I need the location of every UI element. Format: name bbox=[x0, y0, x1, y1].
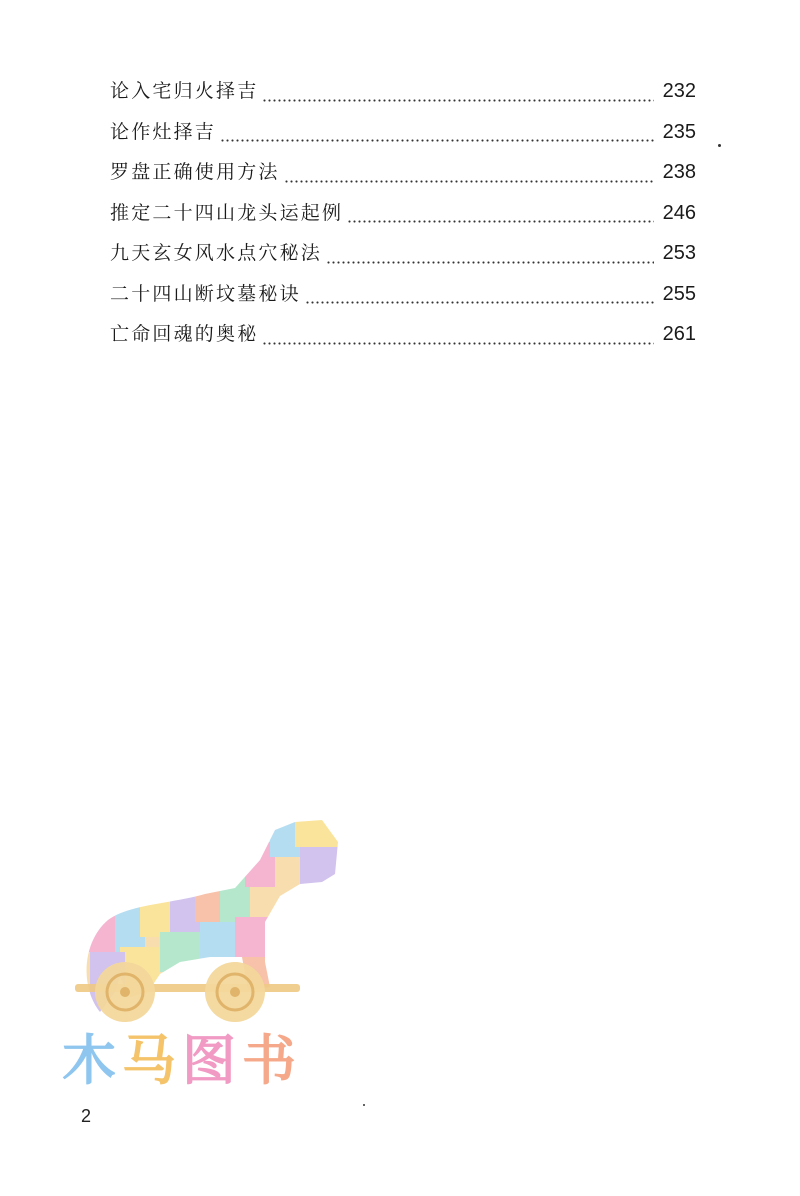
toc-entry[interactable] bbox=[110, 117, 696, 158]
dot-leader bbox=[220, 139, 654, 142]
toc-entry-title: 二十四山断坟墓秘诀 bbox=[110, 282, 301, 305]
toc-entry[interactable] bbox=[110, 319, 696, 360]
publisher-logo-text bbox=[62, 1018, 352, 1095]
table-of-contents bbox=[110, 76, 696, 360]
page-number: 2 bbox=[81, 1106, 92, 1126]
toc-entry-page: 232 bbox=[662, 80, 696, 102]
logo-char: 图 bbox=[182, 1029, 242, 1092]
logo-char: 书 bbox=[242, 1029, 302, 1092]
toc-entry-title: 亡命回魂的奥秘 bbox=[110, 323, 259, 345]
toc-entry-page: 255 bbox=[662, 282, 696, 305]
toc-entry[interactable] bbox=[110, 238, 696, 279]
dot-leader bbox=[326, 261, 654, 264]
toc-entry-page: 238 bbox=[662, 161, 696, 183]
print-speck bbox=[718, 144, 721, 147]
dot-leader bbox=[347, 220, 654, 223]
toc-entry-page: 261 bbox=[662, 323, 696, 345]
toc-entry[interactable] bbox=[110, 198, 696, 239]
toc-entry-title: 罗盘正确使用方法 bbox=[110, 161, 280, 183]
toc-entry-page: 246 bbox=[662, 201, 696, 224]
toc-entry-page: 253 bbox=[662, 242, 696, 264]
dot-leader bbox=[284, 180, 654, 183]
toc-entry[interactable] bbox=[110, 279, 696, 320]
toc-entry-title: 九天玄女风水点穴秘法 bbox=[110, 242, 323, 264]
print-speck bbox=[363, 1104, 365, 1106]
toc-entry-title: 推定二十四山龙头运起例 bbox=[110, 201, 344, 224]
toc-entry-title: 论入宅归火择吉 bbox=[110, 80, 259, 102]
logo-char: 马 bbox=[122, 1029, 182, 1092]
dot-leader bbox=[305, 301, 654, 304]
toc-entry-page: 235 bbox=[662, 120, 696, 143]
dot-leader bbox=[262, 342, 654, 345]
toc-entry[interactable] bbox=[110, 157, 696, 198]
toc-entry-title: 论作灶择吉 bbox=[110, 120, 217, 143]
dot-leader bbox=[262, 99, 654, 102]
logo-char: 木 bbox=[62, 1029, 122, 1092]
toc-entry[interactable] bbox=[110, 76, 696, 117]
